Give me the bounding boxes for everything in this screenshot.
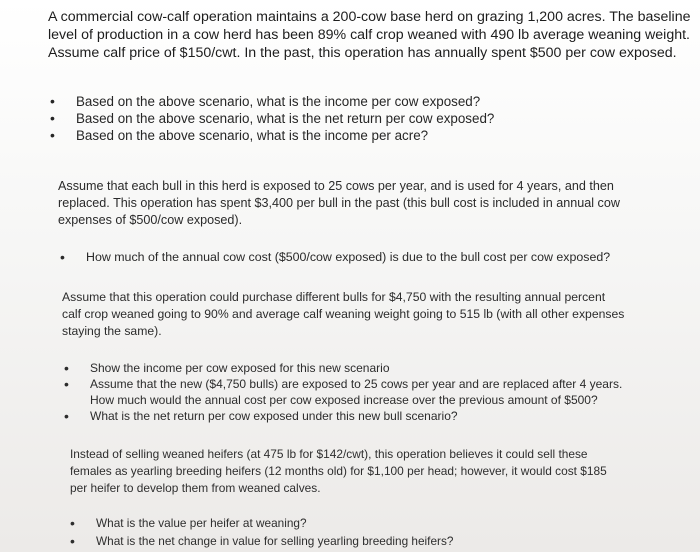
bullet-icon: • <box>64 360 69 376</box>
bullet-icon: • <box>70 533 75 549</box>
list-item: • What is the net return per cow exposed under this new bull scenario? <box>64 408 458 424</box>
intro-paragraph <box>48 8 693 62</box>
bullet-icon: • <box>50 93 55 109</box>
bullet-icon: • <box>50 110 55 126</box>
intro-line: level of production in a cow herd has been 89% calf crop weaned with 490 lb average weaning weight. <box>48 27 690 43</box>
intro-line: Assume calf price of $150/cwt. In the past, this operation has annually spent $500 per cow exposed. <box>48 45 677 61</box>
list-item: • Based on the above scenario, what is the income per acre? <box>50 127 429 143</box>
bullet-icon: • <box>50 127 55 143</box>
intro-line: A commercial cow-calf operation maintains a 200-cow base herd on grazing 1,200 acres. The baseline <box>48 9 691 25</box>
list-item: • What is the value per heifer at weaning? <box>70 515 307 531</box>
question-list-2 <box>60 249 611 266</box>
new-bulls-paragraph: Assume that this operation could purchase different bulls for $4,750 with the resulting annual percent calf crop weaned going to 90% and average calf weaning weight going to 515 lb (with all other expenses staying the same). <box>62 290 625 338</box>
list-item: • Based on the above scenario, what is the net return per cow exposed? <box>50 110 495 126</box>
list-item: • What is the net change in value for selling yearling breeding heifers? <box>70 533 454 549</box>
list-item: • Assume that the new ($4,750 bulls) are exposed to 25 cows per year and are replaced after 4 years. How much would the annual cost per cow exposed increase over the previous amount of $500? <box>64 376 623 407</box>
question-list-1 <box>50 93 495 144</box>
question-list-4 <box>70 514 454 550</box>
bullet-icon: • <box>60 249 65 265</box>
heifers-paragraph: Instead of selling weaned heifers (at 475 lb for $142/cwt), this operation believes it could sell these females as yearling breeding heifers (12 months old) for $1,100 per head; however, it would cost $185 per heifer to develop them from weaned calves. <box>70 447 607 495</box>
bull-paragraph: Assume that each bull in this herd is exposed to 25 cows per year, and is used for 4 years, and then replaced. This operation has spent $3,400 per bull in the past (this bull cost is included in annual cow expenses of $500/cow exposed). <box>58 179 620 227</box>
question-list-3 <box>64 360 623 424</box>
list-item: • How much of the annual cow cost ($500/cow exposed) is due to the bull cost per cow exposed? <box>60 249 611 265</box>
bullet-icon: • <box>70 515 75 531</box>
list-item: • Based on the above scenario, what is the income per cow exposed? <box>50 93 481 109</box>
bullet-icon: • <box>64 408 69 424</box>
list-item: • Show the income per cow exposed for this new scenario <box>64 360 390 376</box>
bullet-icon: • <box>64 376 69 392</box>
